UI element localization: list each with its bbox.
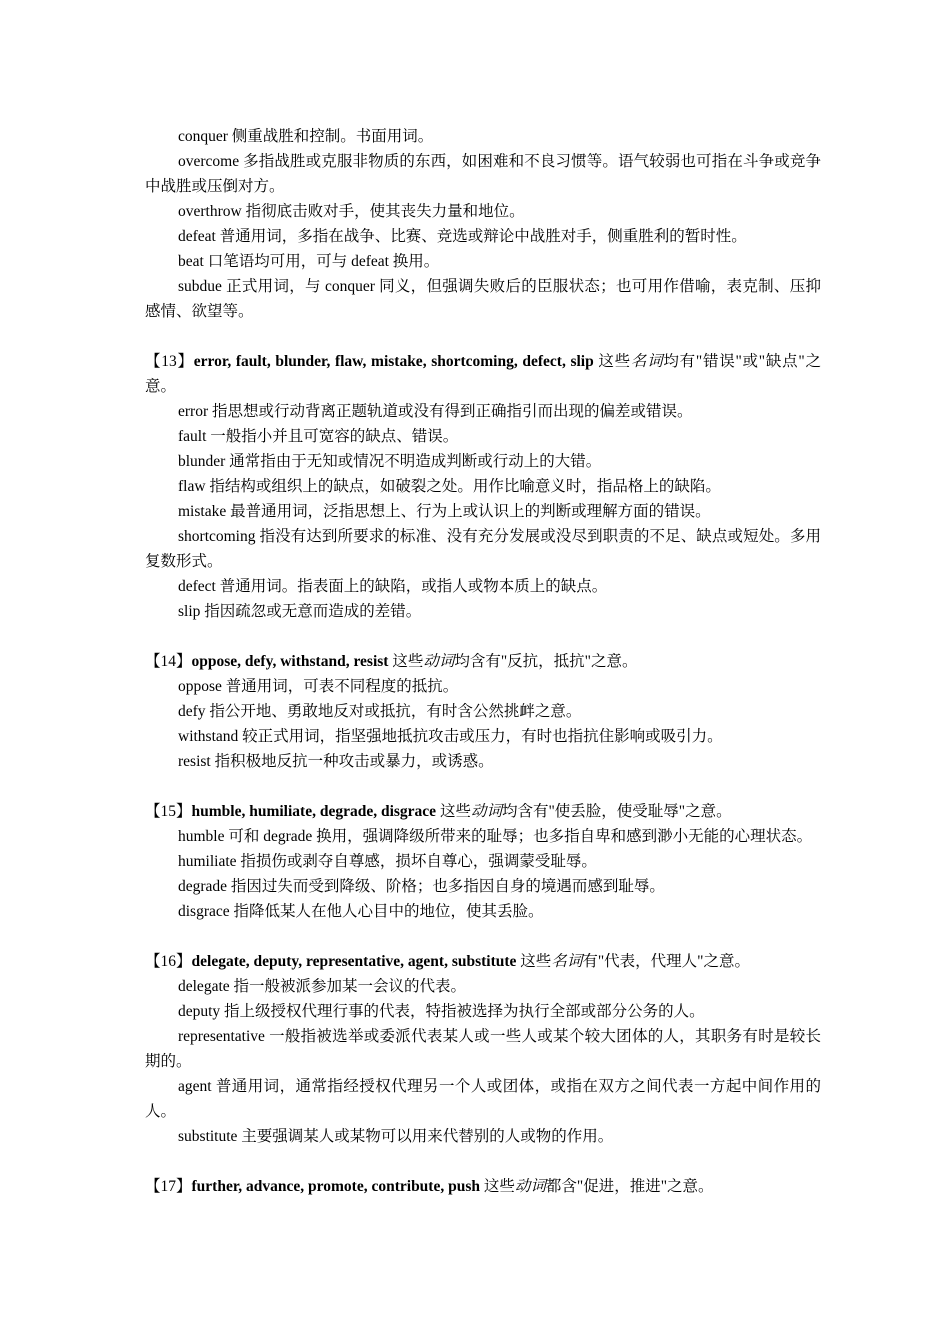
document-body [145,124,821,1199]
section-16 [145,949,821,1149]
section-heading-14 [145,649,821,674]
definition-withstand: withstand 较正式用词，指坚强地抵抗攻击或压力，有时也指抗住影响或吸引力。 [178,728,723,745]
definition-resist: resist 指积极地反抗一种攻击或暴力，或诱惑。 [178,753,494,770]
section-13 [145,349,821,624]
section-heading-15 [145,799,821,824]
definition-defy: defy 指公开地、勇敢地反对或抵抗，有时含公然挑衅之意。 [178,703,582,720]
definition-defect: defect 普通用词。指表面上的缺陷，或指人或物本质上的缺点。 [178,578,608,595]
definition-overthrow: overthrow 指彻底击败对手，使其丧失力量和地位。 [178,203,525,220]
definition-degrade: degrade 指因过失而受到降级、阶格；也多指因自身的境遇而感到耻辱。 [178,878,665,895]
heading-suffix: 都含"促进，推进"之意。 [545,1178,714,1195]
definition-oppose: oppose 普通用词，可表不同程度的抵抗。 [178,678,459,695]
heading-suffix: 有"代表，代理人"之意。 [582,953,750,970]
section-spacer [145,1149,821,1174]
definition-defeat: defeat 普通用词，多指在战争、比赛、竞选或辩论中战胜对手，侧重胜利的暂时性。 [178,228,747,245]
part-of-speech: 名词 [630,353,664,370]
heading-prefix: 这些 [436,803,471,820]
definition-overcome: overcome 多指战胜或克服非物质的东西，如困难和不良习惯等。语气较弱也可指在斗争或竞争中战胜或压倒对方。 [145,153,821,195]
heading-words: oppose, defy, withstand, resist [191,653,389,670]
heading-words: delegate, deputy, representative, agent, substitute [191,953,517,970]
section-14 [145,649,821,774]
definition-humble: humble 可和 degrade 换用，强调降级所带来的耻辱；也多指自卑和感到渺小无能的心理状态。 [178,828,813,845]
heading-prefix: 这些 [480,1178,515,1195]
definition-slip: slip 指因疏忽或无意而造成的差错。 [178,603,422,620]
section-number: 【14】 [145,653,192,670]
part-of-speech: 动词 [470,803,502,820]
heading-suffix: 均有"错误"或"缺点"之意。 [145,353,821,395]
section-spacer [145,324,821,349]
section-spacer [145,924,821,949]
definition-mistake: mistake 最普通用词，泛指思想上、行为上或认识上的判断或理解方面的错误。 [178,503,711,520]
section-heading-13 [145,349,821,399]
section-conquer-group [145,124,821,324]
heading-words: error, fault, blunder, flaw, mistake, shortcoming, defect, slip [193,353,594,370]
heading-prefix: 这些 [388,653,424,670]
definition-delegate: delegate 指一般被派参加某一会议的代表。 [178,978,467,995]
definition-representative: representative 一般指被选举或委派代表某人或一些人或某个较大团体的人，其职务有时是较长期的。 [145,1028,821,1070]
part-of-speech: 名词 [551,953,583,970]
heading-prefix: 这些 [593,353,631,370]
heading-words: further, advance, promote, contribute, push [191,1178,480,1195]
section-17 [145,1174,821,1199]
definition-flaw: flaw 指结构或组织上的缺点，如破裂之处。用作比喻意义时，指品格上的缺陷。 [178,478,721,495]
definition-error: error 指思想或行动背离正题轨道或没有得到正确指引而出现的偏差或错误。 [178,403,693,420]
section-heading-16 [145,949,821,974]
definition-fault: fault 一般指小并且可宽容的缺点、错误。 [178,428,459,445]
definition-humiliate: humiliate 指损伤或剥夺自尊感，损坏自尊心，强调蒙受耻辱。 [178,853,597,870]
definition-agent: agent 普通用词，通常指经授权代理另一个人或团体，或指在双方之间代表一方起中间作用的人。 [145,1078,821,1120]
heading-words: humble, humiliate, degrade, disgrace [191,803,437,820]
definition-shortcoming: shortcoming 指没有达到所要求的标准、没有充分发展或没尽到职责的不足、缺点或短处。多用复数形式。 [145,528,821,570]
part-of-speech: 动词 [423,653,455,670]
section-number: 【16】 [145,953,192,970]
heading-suffix: 均含有"反抗，抵抗"之意。 [454,653,638,670]
definition-deputy: deputy 指上级授权代理行事的代表，特指被选择为执行全部或部分公务的人。 [178,1003,705,1020]
section-15 [145,799,821,924]
section-number: 【17】 [145,1178,192,1195]
part-of-speech: 动词 [514,1178,546,1195]
heading-prefix: 这些 [516,953,552,970]
section-number: 【15】 [145,803,192,820]
definition-blunder: blunder 通常指由于无知或情况不明造成判断或行动上的大错。 [178,453,602,470]
section-spacer [145,624,821,649]
section-heading-17 [145,1174,821,1199]
definition-subdue: subdue 正式用词，与 conquer 同义，但强调失败后的臣服状态；也可用作借喻，表克制、压抑感情、欲望等。 [145,278,821,320]
heading-suffix: 均含有"使丢脸，使受耻辱"之意。 [501,803,732,820]
definition-substitute: substitute 主要强调某人或某物可以用来代替别的人或物的作用。 [178,1128,614,1145]
section-number: 【13】 [145,353,194,370]
section-spacer [145,774,821,799]
definition-disgrace: disgrace 指降低某人在他人心目中的地位，使其丢脸。 [178,903,544,920]
definition-conquer: conquer 侧重战胜和控制。书面用词。 [178,128,434,145]
definition-beat: beat 口笔语均可用，可与 defeat 换用。 [178,253,440,270]
